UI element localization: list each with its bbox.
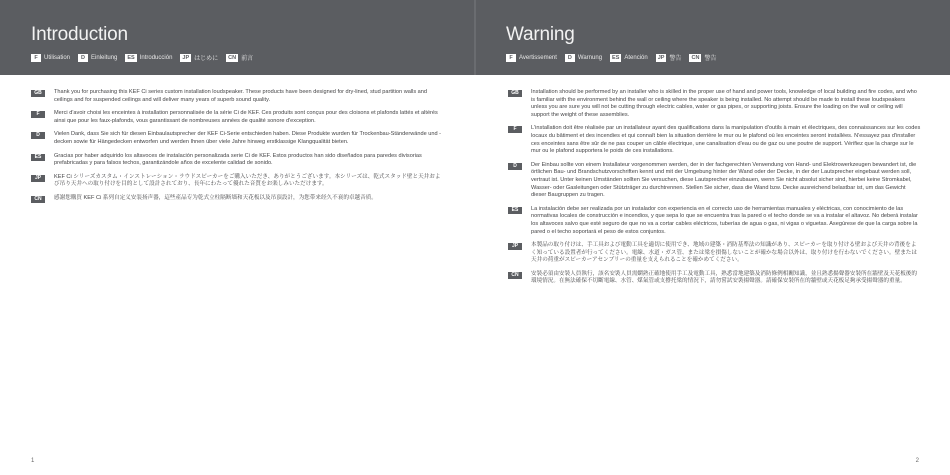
lang-name: 前言: [241, 56, 254, 62]
lang-code: F: [31, 111, 45, 118]
lang-code: ES: [612, 54, 620, 61]
lang-code: CN: [508, 272, 522, 279]
paragraph-text: Merci d'avoir choisi les enceintes à installation personnalisée de la série Ci de KEF. Ces produits sont conçus pour des cloisons et plafonds lattés et altérés ainsi que pour les faux-plafonds, vous garantissant de nombreuses années de qualité sonore d'exception.: [54, 110, 438, 124]
paragraph-text: 安裝必須由安裝人員執行，該名安裝人員需嫻熟正確地使用手工及電動工具，熟悉當地建築及消防條例相關知識，並且熟悉揚聲器安裝所在牆壁及天花板後的環境情況。在無法確保不切斷電線、水管、煤氣管或支撐托梁的情況下，請勿嘗試安裝揚聲器。請確保安裝所在的牆壁或天花板足夠承受揚聲器的重量。: [531, 270, 917, 285]
lang-code: ES: [508, 207, 522, 214]
paragraph-cn: [31, 195, 444, 203]
page-title-introduction: Introduction: [31, 24, 128, 45]
paragraph-f: [508, 125, 921, 155]
right-header: [475, 0, 950, 75]
lang-name: Warnung: [577, 54, 603, 61]
lang-code: F: [31, 54, 41, 62]
lang-code: D: [508, 163, 522, 170]
left-header: [0, 0, 475, 75]
lang-code: JP: [508, 243, 522, 250]
lang-item-d: [565, 54, 602, 62]
language-index-left: [31, 53, 253, 62]
lang-code: D: [565, 54, 575, 62]
paragraph-text: KEF Ci シリーズカスタム・インストレーション・ラウドスピーカーをご購入いただき、ありがとうございます。本シリーズは、乾式スタッド壁と天井および吊り天井への取り付けを目的として設計されており、長年にわたって優れた音質をお楽しみいただけます。: [54, 173, 441, 188]
lang-code: D: [78, 54, 88, 62]
lang-code: ES: [31, 154, 45, 161]
paragraph-jp: [31, 174, 444, 189]
page-gutter: [474, 0, 476, 75]
paragraph-text: 感謝您購買 KEF Ci 系列自定义安装扬声器，這些產品专为乾式立柱隔断墙和天花板以及吊頂設計，为您带来经久不衰的卓越音质。: [54, 194, 377, 201]
lang-item-jp: [656, 53, 682, 62]
lang-name: Utilisation: [44, 54, 71, 61]
lang-item-f: [31, 54, 70, 62]
lang-item-jp: [180, 53, 218, 62]
paragraph-d: [31, 131, 444, 146]
paragraph-jp: [508, 242, 921, 265]
lang-code: F: [506, 54, 516, 62]
paragraph-text: L'installation doit être réalisée par un installateur ayant des qualifications dans la manipulation d'outils à main et électriques, des connaissances sur les codes locaux du bâtiment et des incendies et qui connaît bien la situation derrière le mur ou le plafond où les enceintes seront installées. N'essayez pas d'installer ces enceintes sans être sûr de ne pas couper un câble électrique, une canalisation d'eau ou de gaz ou une poutre de support. Vérifiez que la charge sur le mur ou le plafond supportera le poids de ces installations.: [531, 125, 921, 155]
introduction-body: [31, 89, 444, 209]
lang-name: Atención: [624, 54, 648, 61]
lang-item-cn: [226, 53, 253, 62]
page-number-right: 2: [915, 458, 919, 464]
lang-name: はじめに: [194, 56, 219, 62]
lang-code: ES: [127, 54, 135, 61]
lang-name: Introducción: [139, 54, 173, 61]
paragraph-f: [31, 110, 444, 125]
paragraph-es: [31, 153, 444, 168]
page-number-left: 1: [31, 458, 35, 464]
lang-code: GB: [508, 90, 522, 97]
lang-name: 警告: [704, 56, 717, 62]
lang-code: JP: [31, 175, 45, 182]
page-title-warning: Warning: [506, 24, 575, 45]
paragraph-text: Gracias por haber adquirido los altavoces de instalación personalizada serie Ci de KEF. Estos productos han sido diseñados para paredes divisorias prefabricadas y para falsos techos, garantizándole años de excelente calidad de sonido.: [54, 152, 422, 167]
lang-name: 警告: [669, 56, 682, 62]
lang-code: CN: [691, 54, 700, 61]
paragraph-text: Vielen Dank, dass Sie sich für diesen Einbaulautsprecher der KEF Ci-Serie entschieden haben. Diese Produkte wurden für Trockenbau-Ständerwände und -decken sowie für Hängedecken entworfen und werden Ihnen über viele Jahre hinweg erstklassige Klangqualität bieten.: [54, 131, 442, 145]
lang-item-f: [506, 54, 557, 62]
lang-item-cn: [689, 53, 716, 62]
paragraph-text: 本製品の取り付けは、手工具および電動工具を適切に使用でき、地域の建築・消防基準法の知識があり、スピーカーを取り付ける壁および天井の背後をよく知っている設置者が行ってください。電線、水道・ガス管、または梁を損傷しないことが確かな場合以外は、取り付けを行わないでください。壁または天井の荷重がスピーカーアセンブリーの重量を支えられることを確かめてください。: [531, 242, 917, 264]
lang-code: F: [508, 126, 522, 133]
lang-code: JP: [657, 54, 665, 61]
lang-item-es: [610, 54, 648, 62]
lang-item-es: [125, 54, 172, 62]
paragraph-gb: [508, 89, 921, 119]
lang-code: CN: [228, 54, 237, 61]
warning-body: [508, 89, 921, 292]
lang-code: JP: [182, 54, 190, 61]
lang-code: D: [31, 132, 45, 139]
paragraph-text: Der Einbau sollte von einem Installateur vorgenommen werden, der in der fachgerechten Verwendung von Hand- und Elektrowerkzeugen bewandert ist, die örtlichen Bau- und Brandschutzvorschriften kennt und mit der Umgebung hinter der Wand oder der Decke, in der der Lautsprecher eingebaut werden soll, vertraut ist. Unter keinen Umständen sollten Sie versuchen, diese Lautsprecher einzubauen, wenn Sie nicht absolut sicher sind, hierbei keine Stromkabel, Wasser- oder Gasleitungen oder Stützträger zu durchtrennen. Stellen Sie sicher, dass die Wand bzw. Decke ausreichend belastbar ist, um das Gewicht dieser Baugruppen zu tragen.: [531, 161, 917, 199]
paragraph-es: [508, 206, 921, 236]
lang-name: Avertissement: [519, 54, 557, 61]
paragraph-gb: [31, 89, 444, 104]
lang-name: Einleitung: [91, 54, 118, 61]
paragraph-text: La instalación debe ser realizada por un instalador con experiencia en el correcto uso de herramientas manuales y eléctricas, con conocimiento de las normativas locales de construcción e incendios, y que sepa lo que se encuentra tras la pared o el techo donde se va a instalar el altavoz. No deberá instalar los altavoces salvo que esté seguro de que no va a cortar cables eléctricos, tuberías de agua o gas, ni vigas o viguetas. Asegúrese de que la carga sobre la pared o el techo soportará el peso de estos conjuntos.: [531, 205, 918, 235]
paragraph-text: Thank you for purchasing this KEF Ci series custom installation loudspeaker. These products have been designed for dry-lined, stud partition walls and ceilings and for suspended ceilings and will deliver many years of superb sound quality.: [54, 89, 428, 103]
paragraph-cn: [508, 271, 921, 286]
lang-item-d: [78, 54, 117, 62]
paragraph-text: Installation should be performed by an installer who is skilled in the proper use of hand and power tools, knowledge of local building and fire codes, and who is familiar with the environment behind the wall or ceiling where the speaker is being installed. No attempt should be made to install these loudspeakers unless you are sure you will not be cutting through electric cables, water or gas pipes, or supporting joists. Ensure the loading on the wall or ceiling will support the weight of these assemblies.: [531, 89, 917, 118]
lang-code: GB: [31, 90, 45, 97]
language-index-right: [506, 53, 716, 62]
paragraph-d: [508, 162, 921, 200]
lang-code: CN: [31, 196, 45, 203]
